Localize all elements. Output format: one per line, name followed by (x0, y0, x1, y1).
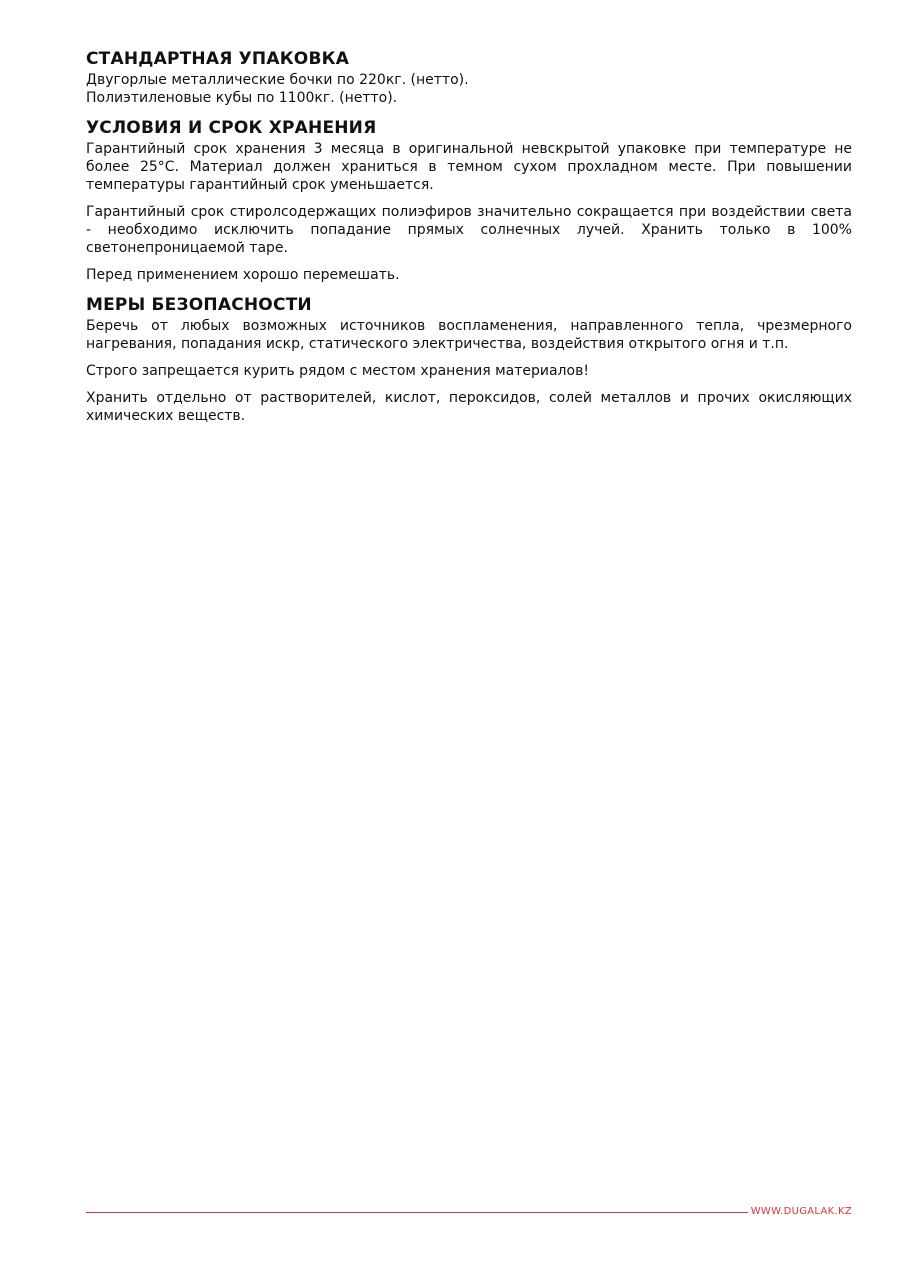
document-body (86, 48, 852, 425)
paragraph: Гарантийный срок хранения 3 месяца в оригинальной невскрытой упаковке при температуре не более 25°С. Материал должен храниться в темном сухом прохладном месте. При повышении температуры гарантийный срок уменьшается. (86, 141, 852, 193)
footer-website-link[interactable]: WWW.DUGALAK.KZ (750, 1206, 852, 1217)
paragraph: Беречь от любых возможных источников воспламенения, направленного тепла, чрезмерного нагревания, попадания искр, статического электричества, воздействия открытого огня и т.п. (86, 318, 852, 352)
section-title: МЕРЫ БЕЗОПАСНОСТИ (86, 295, 312, 315)
section-standard-packaging (86, 48, 852, 107)
packaging-line: Полиэтиленовые кубы по 1100кг. (нетто). (86, 90, 398, 106)
paragraph: Гарантийный срок стиролсодержащих полиэфиров значительно сокращается при воздействии света - необходимо исключить попадание прямых солнечных лучей. Хранить только в 100% светонепроницаемой таре. (86, 204, 852, 256)
paragraph: Хранить отдельно от растворителей, кислот, пероксидов, солей металлов и прочих окисляющих химических веществ. (86, 390, 852, 424)
paragraph: Перед применением хорошо перемешать. (86, 267, 400, 283)
section-storage-conditions (86, 117, 852, 284)
footer-divider (86, 1212, 748, 1213)
packaging-line: Двугорлые металлические бочки по 220кг. (нетто). (86, 72, 469, 88)
paragraph: Строго запрещается курить рядом с местом хранения материалов! (86, 363, 589, 379)
section-title: УСЛОВИЯ И СРОК ХРАНЕНИЯ (86, 118, 377, 138)
section-safety-measures (86, 294, 852, 425)
section-title: СТАНДАРТНАЯ УПАКОВКА (86, 49, 350, 69)
